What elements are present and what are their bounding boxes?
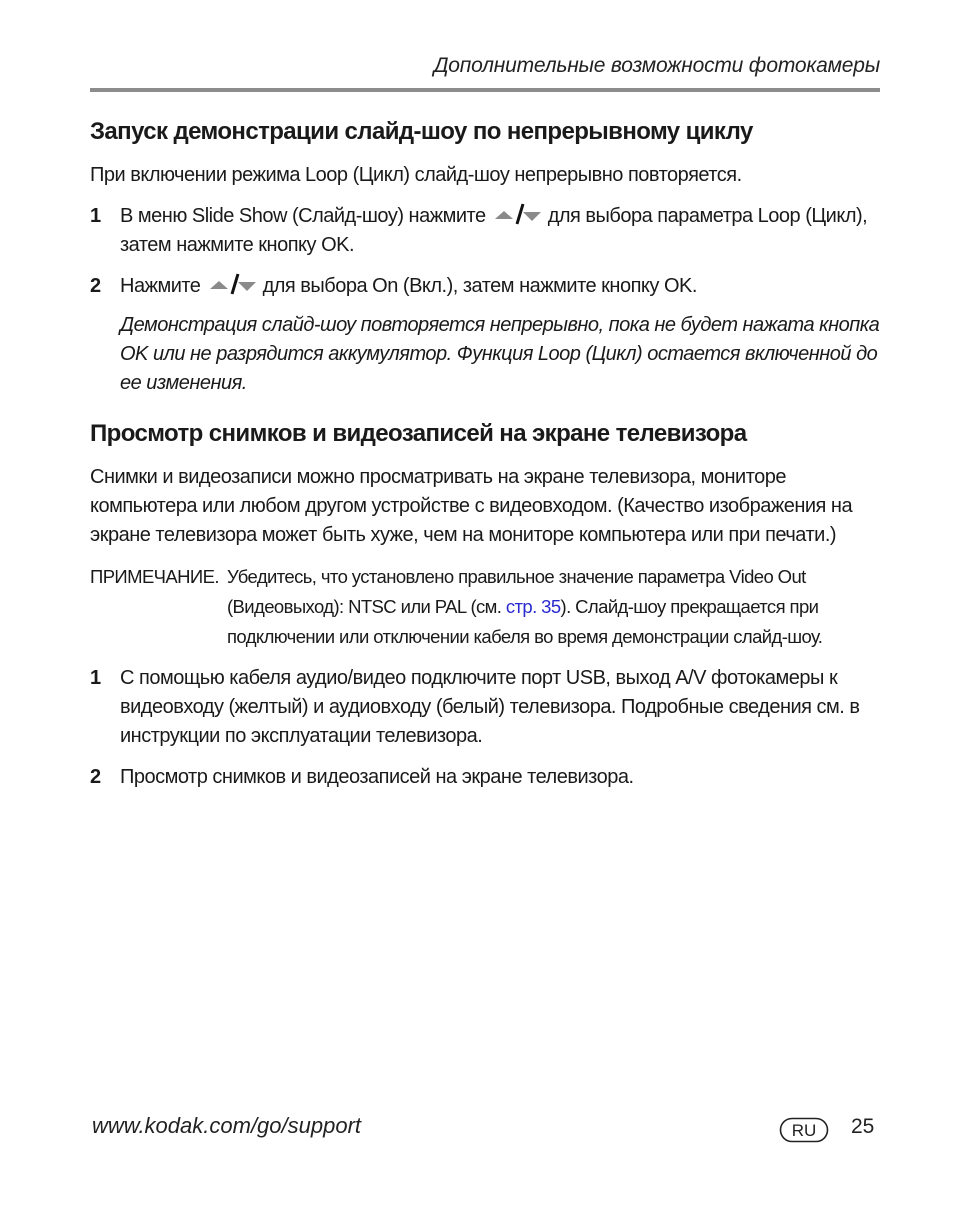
step-item <box>90 664 880 751</box>
lang-code: RU <box>791 1121 817 1140</box>
step-number: 2 <box>90 766 101 788</box>
step-text-after: для выбора On (Вкл.), затем нажмите кнопку OK. <box>262 275 697 297</box>
support-url: www.kodak.com/go/support <box>92 1113 362 1138</box>
step-text: Просмотр снимков и видеозаписей на экране телевизора. <box>120 766 634 788</box>
step-item <box>90 202 880 260</box>
step-text-before: В меню Slide Show (Слайд-шоу) нажмите <box>120 205 486 227</box>
section-heading-loop: Запуск демонстрации слайд-шоу по непрерывному циклу <box>90 118 753 145</box>
step-text: С помощью кабеля аудио/видео подключите порт USB, выход A/V фотокамеры к видеовходу (желтый) и аудиовходу (белый) телевизора. Подробные сведения см. в инструкции по эксплуатации телевизора. <box>120 667 860 747</box>
step-text-after: для выбора параметра Loop (Цикл), затем нажмите кнопку OK. <box>120 205 868 256</box>
running-header: Дополнительные возможности фотокамеры <box>433 54 880 77</box>
note-label: ПРИМЕЧАНИЕ. <box>90 566 219 587</box>
note-text-after: ). Слайд-шоу прекращается при подключении или отключении кабеля во время демонстрации слайд-шоу. <box>227 596 823 647</box>
step-number: 1 <box>90 667 101 689</box>
note-text-before: Убедитесь, что установлено правильное значение параметра Video Out (Видеовыход): NTSC или PAL (см. <box>227 566 806 617</box>
note-block <box>90 562 880 652</box>
up-down-arrows-icon <box>208 272 256 296</box>
step-text-before: Нажмите <box>120 275 201 297</box>
step-item <box>90 272 880 301</box>
step-number: 2 <box>90 275 101 297</box>
ru-language-badge <box>779 1117 829 1143</box>
page-reference-link[interactable]: стр. 35 <box>505 596 561 617</box>
section-intro-loop: При включении режима Loop (Цикл) слайд-шоу непрерывно повторяется. <box>90 164 742 186</box>
page-number: 25 <box>851 1115 875 1138</box>
step-item <box>90 763 880 792</box>
page-content <box>90 114 880 792</box>
step-result: Демонстрация слайд-шоу повторяется непрерывно, пока не будет нажата кнопка OK или не разрядится аккумулятор. Функция Loop (Цикл) остается включенной до ее изменения. <box>120 314 880 394</box>
up-down-arrows-icon <box>493 202 541 226</box>
section-intro-tv: Снимки и видеозаписи можно просматривать на экране телевизора, мониторе компьютера или любом другом устройстве с видеовходом. (Качество изображения на экране телевизора может быть хуже, чем на мониторе компьютера или при печати.) <box>90 466 853 546</box>
header-rule <box>90 88 880 92</box>
step-number: 1 <box>90 205 101 227</box>
section-heading-tv: Просмотр снимков и видеозаписей на экране телевизора <box>90 420 747 447</box>
